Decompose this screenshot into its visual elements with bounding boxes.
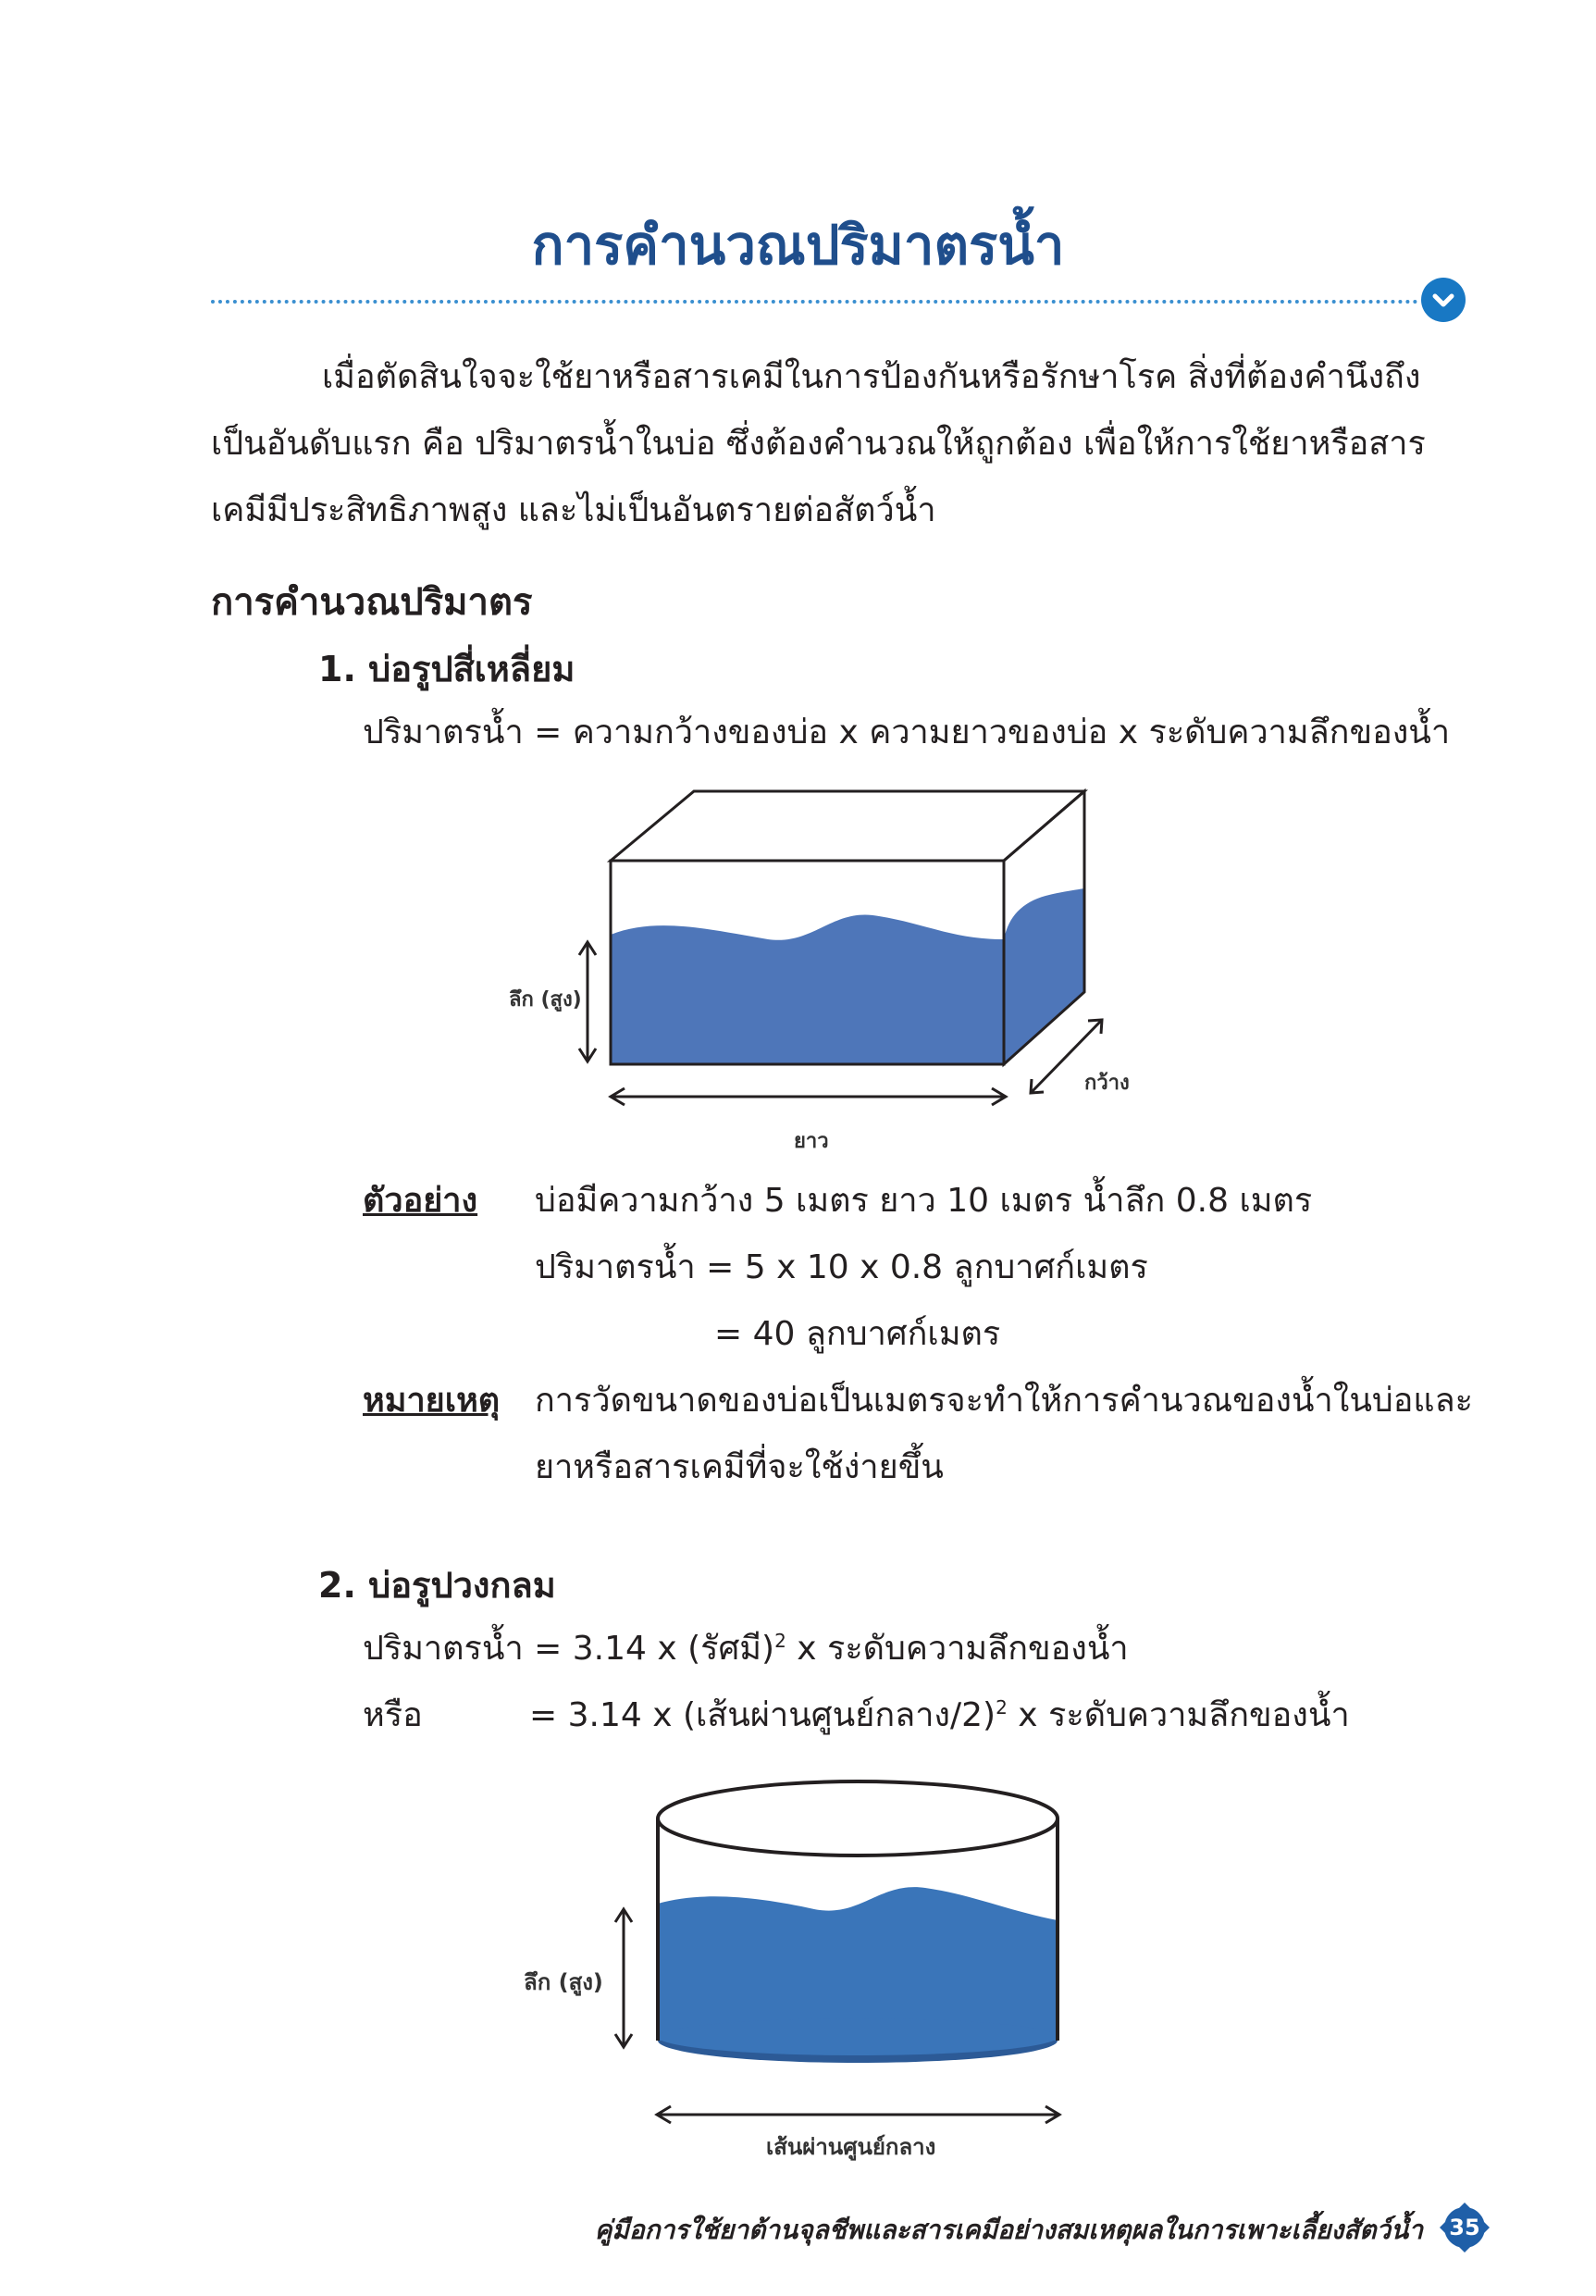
circle-depth-label: ลึก (สูง): [524, 1969, 603, 1995]
circle-formula-1-exponent: 2: [774, 1630, 786, 1652]
example-label: ตัวอย่าง: [363, 1182, 478, 1220]
rect-formula: ปริมาตรน้ำ = ความกว้างของบ่อ x ความยาวของบ่อ x ระดับความลึกของน้ำ: [363, 714, 1451, 751]
circle-formula-2: [529, 1688, 1350, 1741]
note-line-2: ยาหรือสารเคมีที่จะใช้ง่ายขึ้น: [535, 1448, 944, 1486]
or-label: หรือ: [363, 1696, 423, 1734]
footer-text: คู่มือการใช้ยาต้านจุลชีพและสารเคมีอย่างสมเหตุผลในการเพาะเลี้ยงสัตว์น้ำ: [594, 2215, 1423, 2245]
rect-water-side: [1004, 888, 1084, 1064]
circle-formula-2-exponent: 2: [996, 1696, 1008, 1719]
circle-pond-heading: 2. บ่อรูปวงกลม: [318, 1565, 556, 1606]
page-number: 35: [1449, 2215, 1480, 2240]
rect-pond-heading: 1. บ่อรูปสี่เหลี่ยม: [318, 649, 575, 689]
example-line-1: บ่อมีความกว้าง 5 เมตร ยาว 10 เมตร น้ำลึก 0.8 เมตร: [535, 1182, 1313, 1220]
circle-water: [658, 1887, 1058, 2041]
page-title: การคำนวณปริมาตรน้ำ: [531, 214, 1065, 277]
rect-length-label: ยาว: [794, 1130, 829, 1153]
rect-depth-label: ลึก (สูง): [509, 988, 582, 1011]
note-label: หมายเหตุ: [363, 1382, 501, 1420]
title-divider: [211, 300, 1418, 304]
circle-formula-1: [363, 1621, 1129, 1674]
circle-diameter-label: เส้นผ่านศูนย์กลาง: [766, 2134, 936, 2160]
circle-formula-2-tail: x ระดับความลึกของน้ำ: [1007, 1696, 1350, 1734]
example-line-2: ปริมาตรน้ำ = 5 x 10 x 0.8 ลูกบาศก์เมตร: [535, 1248, 1148, 1286]
circle-formula-2-main: = 3.14 x (เส้นผ่านศูนย์กลาง/2): [529, 1696, 996, 1734]
circle-formula-1-tail: x ระดับความลึกของน้ำ: [786, 1630, 1129, 1668]
circle-formula-1-main: ปริมาตรน้ำ = 3.14 x (รัศมี): [363, 1630, 775, 1668]
intro-paragraph: เมื่อตัดสินใจจะใช้ยาหรือสารเคมีในการป้องกันหรือรักษาโรค สิ่งที่ต้องคำนึงถึงเป็นอันดับแรก คือ ปริมาตรน้ำในบ่อ ซึ่งต้องคำนวณให้ถูกต้อง เพื่อให้การใช้ยาหรือสารเคมีมีประสิทธิภาพสูง และไม่เป็นอันตรายต่อสัตว์น้ำ: [211, 358, 1426, 529]
section-heading: การคำนวณปริมาตร: [211, 581, 533, 624]
circle-pond-figure: [601, 1763, 1083, 2133]
rect-water-front: [611, 914, 1004, 1064]
example-line-3: = 40 ลูกบาศก์เมตร: [714, 1315, 1001, 1353]
rect-width-label: กว้าง: [1084, 1072, 1130, 1095]
note-line-1: การวัดขนาดของบ่อเป็นเมตรจะทำให้การคำนวณของน้ำในบ่อและ: [535, 1382, 1473, 1420]
rect-pond-figure: [490, 777, 1157, 1148]
chevron-down-icon: [1421, 278, 1466, 322]
